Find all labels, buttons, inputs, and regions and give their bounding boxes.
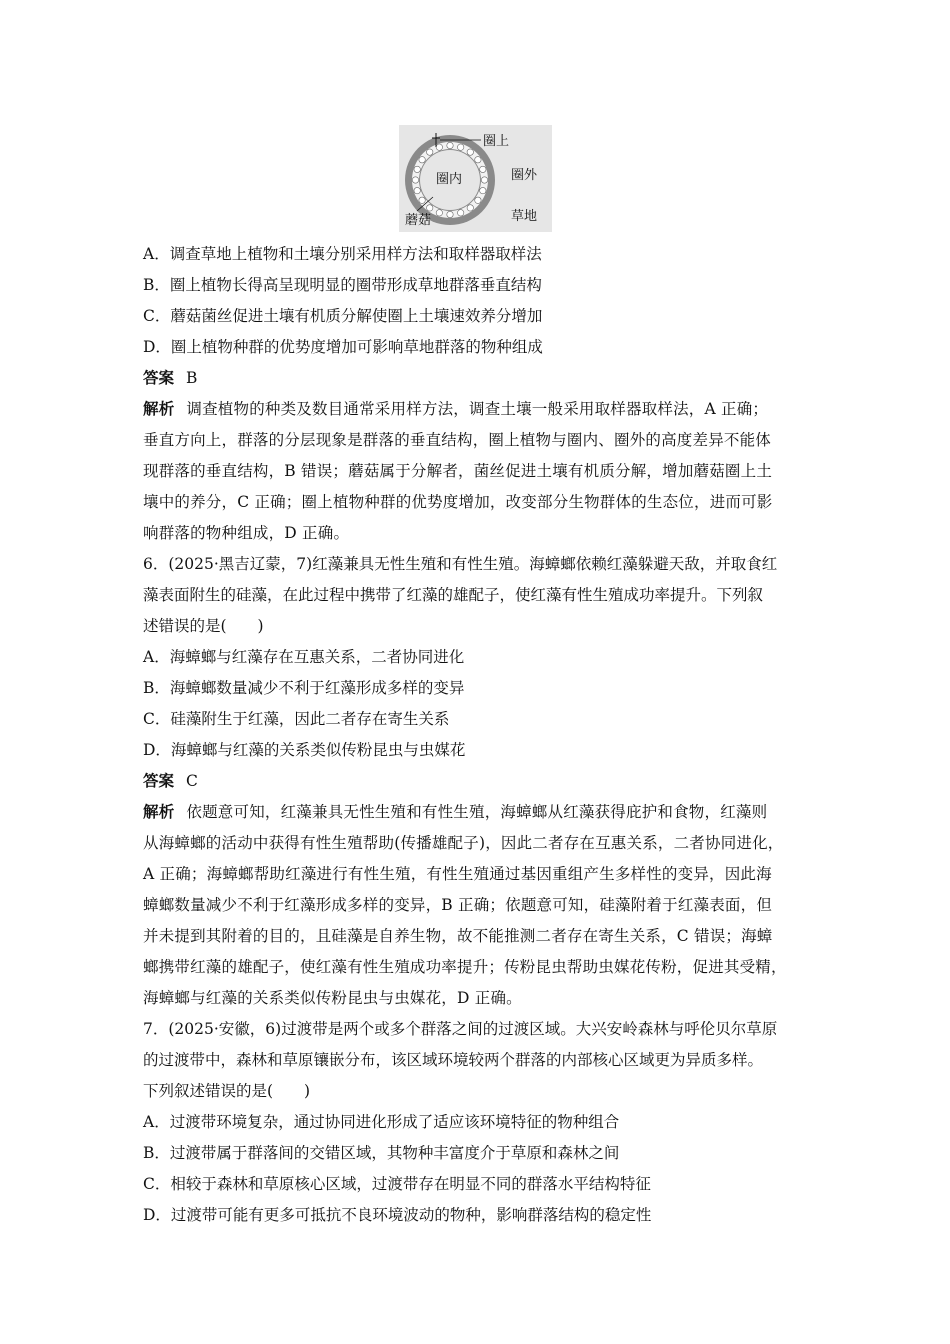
mushroom-dot bbox=[414, 187, 420, 193]
q5-option-d: D．圈上植物种群的优势度增加可影响草地群落的物种组成 bbox=[143, 338, 543, 356]
q5-answer-value: B bbox=[186, 369, 198, 387]
mushroom-dot bbox=[436, 144, 442, 150]
q6-answer bbox=[143, 771, 198, 791]
q6-option-c: C．硅藻附生于红藻，因此二者存在寄生关系 bbox=[143, 710, 450, 728]
q6-analysis-line: 海蟑螂与红藻的关系类似传粉昆虫与虫媒花，D 正确。 bbox=[143, 989, 522, 1007]
mushroom-dot bbox=[412, 177, 418, 183]
q6-analysis-line: 螂携带红藻的雄配子，使红藻有性生殖成功率提升；传粉昆虫帮助虫媒花传粉，促进其受精， bbox=[143, 958, 787, 976]
fairy-ring-diagram bbox=[399, 125, 552, 232]
mushroom-dot bbox=[457, 144, 463, 150]
mushroom-dot bbox=[457, 210, 463, 216]
label-quan-wai: 圈外 bbox=[511, 168, 538, 183]
q6-option-a: A．海蟑螂与红藻存在互惠关系，二者协同进化 bbox=[143, 648, 465, 666]
q7-stem-line: 7．(2025·安徽，6)过渡带是两个或多个群落之间的过渡区域。大兴安岭森林与呼伦贝尔草原 bbox=[143, 1020, 778, 1038]
q7-option-d: D．过渡带可能有更多可抵抗不良环境波动的物种，影响群落结构的稳定性 bbox=[143, 1206, 652, 1224]
label-quan-nei: 圈内 bbox=[436, 172, 463, 187]
label-caodi: 草地 bbox=[511, 209, 538, 224]
q6-analysis-text: 依题意可知，红藻兼具无性生殖和有性生殖，海蟑螂从红藻获得庇护和食物，红藻则 bbox=[186, 803, 768, 821]
mushroom-dot bbox=[419, 197, 425, 203]
q7-option-c: C．相较于森林和草原核心区域，过渡带存在明显不同的群落水平结构特征 bbox=[143, 1175, 651, 1193]
mushroom-dot bbox=[419, 157, 425, 163]
q5-analysis-line: 现群落的垂直结构，B 错误；蘑菇属于分解者，菌丝促进土壤有机质分解，增加蘑菇圈上土 bbox=[143, 462, 773, 480]
q5-answer bbox=[143, 368, 197, 388]
fairy-ring-figure bbox=[399, 125, 552, 232]
q6-option-b: B．海蟑螂数量减少不利于红藻形成多样的变异 bbox=[143, 679, 465, 697]
mushroom-dot bbox=[480, 166, 486, 172]
q5-analysis-line bbox=[143, 399, 768, 419]
q5-analysis-line: 垂直方向上，群落的分层现象是群落的垂直结构，圈上植物与圈内、圈外的高度差异不能体 bbox=[143, 431, 772, 449]
mushroom-dot bbox=[436, 210, 442, 216]
q5-answer-label: 答案 bbox=[143, 368, 175, 387]
mushroom-dot bbox=[475, 157, 481, 163]
q6-analysis-line: 并未提到其附着的目的，且硅藻是自养生物，故不能推测二者存在寄生关系，C 错误；海蟑 bbox=[143, 927, 773, 945]
mushroom-dot bbox=[467, 205, 473, 211]
q6-analysis-line bbox=[143, 802, 767, 822]
q6-answer-value: C bbox=[186, 772, 198, 790]
mushroom-dot bbox=[447, 211, 453, 217]
q5-option-a: A．调查草地上植物和土壤分别采用样方法和取样器取样法 bbox=[143, 245, 542, 263]
q5-option-c: C．蘑菇菌丝促进土壤有机质分解使圈上土壤速效养分增加 bbox=[143, 307, 543, 325]
mushroom-dot bbox=[481, 177, 487, 183]
q6-analysis-line: 从海蟑螂的活动中获得有性生殖帮助(传播雄配子)，因此二者存在互惠关系，二者协同进化， bbox=[143, 834, 784, 852]
q6-stem-line: 述错误的是( ) bbox=[143, 617, 264, 635]
q6-analysis-line: A 正确；海蟑螂帮助红藻进行有性生殖，有性生殖通过基因重组产生多样性的变异，因此海 bbox=[143, 865, 772, 883]
mushroom-dot bbox=[427, 149, 433, 155]
mushroom-dot bbox=[447, 142, 453, 148]
q5-analysis-line: 响群落的物种组成，D 正确。 bbox=[143, 524, 350, 542]
q7-option-a: A．过渡带环境复杂，通过协同进化形成了适应该环境特征的物种组合 bbox=[143, 1113, 620, 1131]
q6-analysis-line: 蟑螂数量减少不利于红藻形成多样的变异，B 正确；依题意可知，硅藻附着于红藻表面，但 bbox=[143, 896, 773, 914]
mushroom-dot bbox=[414, 166, 420, 172]
q7-stem-line: 的过渡带中，森林和草原镶嵌分布，该区域环境较两个群落的内部核心区域更为异质多样。 bbox=[143, 1051, 764, 1069]
q6-stem-line: 6．(2025·黑吉辽蒙，7)红藻兼具无性生殖和有性生殖。海蟑螂依赖红藻躲避天敌，并取食红 bbox=[143, 555, 778, 573]
q5-analysis-label: 解析 bbox=[143, 399, 175, 418]
mushroom-dot bbox=[467, 149, 473, 155]
q5-analysis-line: 壤中的养分，C 正确；圈上植物种群的优势度增加，改变部分生物群体的生态位，进而可影 bbox=[143, 493, 773, 511]
q6-option-d: D．海蟑螂与红藻的关系类似传粉昆虫与虫媒花 bbox=[143, 741, 466, 759]
label-quan-shang: 圈上 bbox=[483, 134, 510, 149]
q6-stem-line: 藻表面附生的硅藻，在此过程中携带了红藻的雄配子，使红藻有性生殖成功率提升。下列叙 bbox=[143, 586, 764, 604]
q5-option-b: B．圈上植物长得高呈现明显的圈带形成草地群落垂直结构 bbox=[143, 276, 542, 294]
mushroom-dot bbox=[475, 197, 481, 203]
q5-analysis-text: 调查植物的种类及数目通常采用样方法，调查土壤一般采用取样器取样法，A 正确； bbox=[186, 400, 769, 418]
q7-stem-line: 下列叙述错误的是( ) bbox=[143, 1082, 311, 1100]
q7-option-b: B．过渡带属于群落间的交错区域，其物种丰富度介于草原和森林之间 bbox=[143, 1144, 620, 1162]
mushroom-dot bbox=[480, 187, 486, 193]
mushroom-dot bbox=[427, 205, 433, 211]
q6-analysis-label: 解析 bbox=[143, 802, 175, 821]
label-mogu: 蘑菇 bbox=[405, 213, 432, 228]
q6-answer-label: 答案 bbox=[143, 771, 175, 790]
